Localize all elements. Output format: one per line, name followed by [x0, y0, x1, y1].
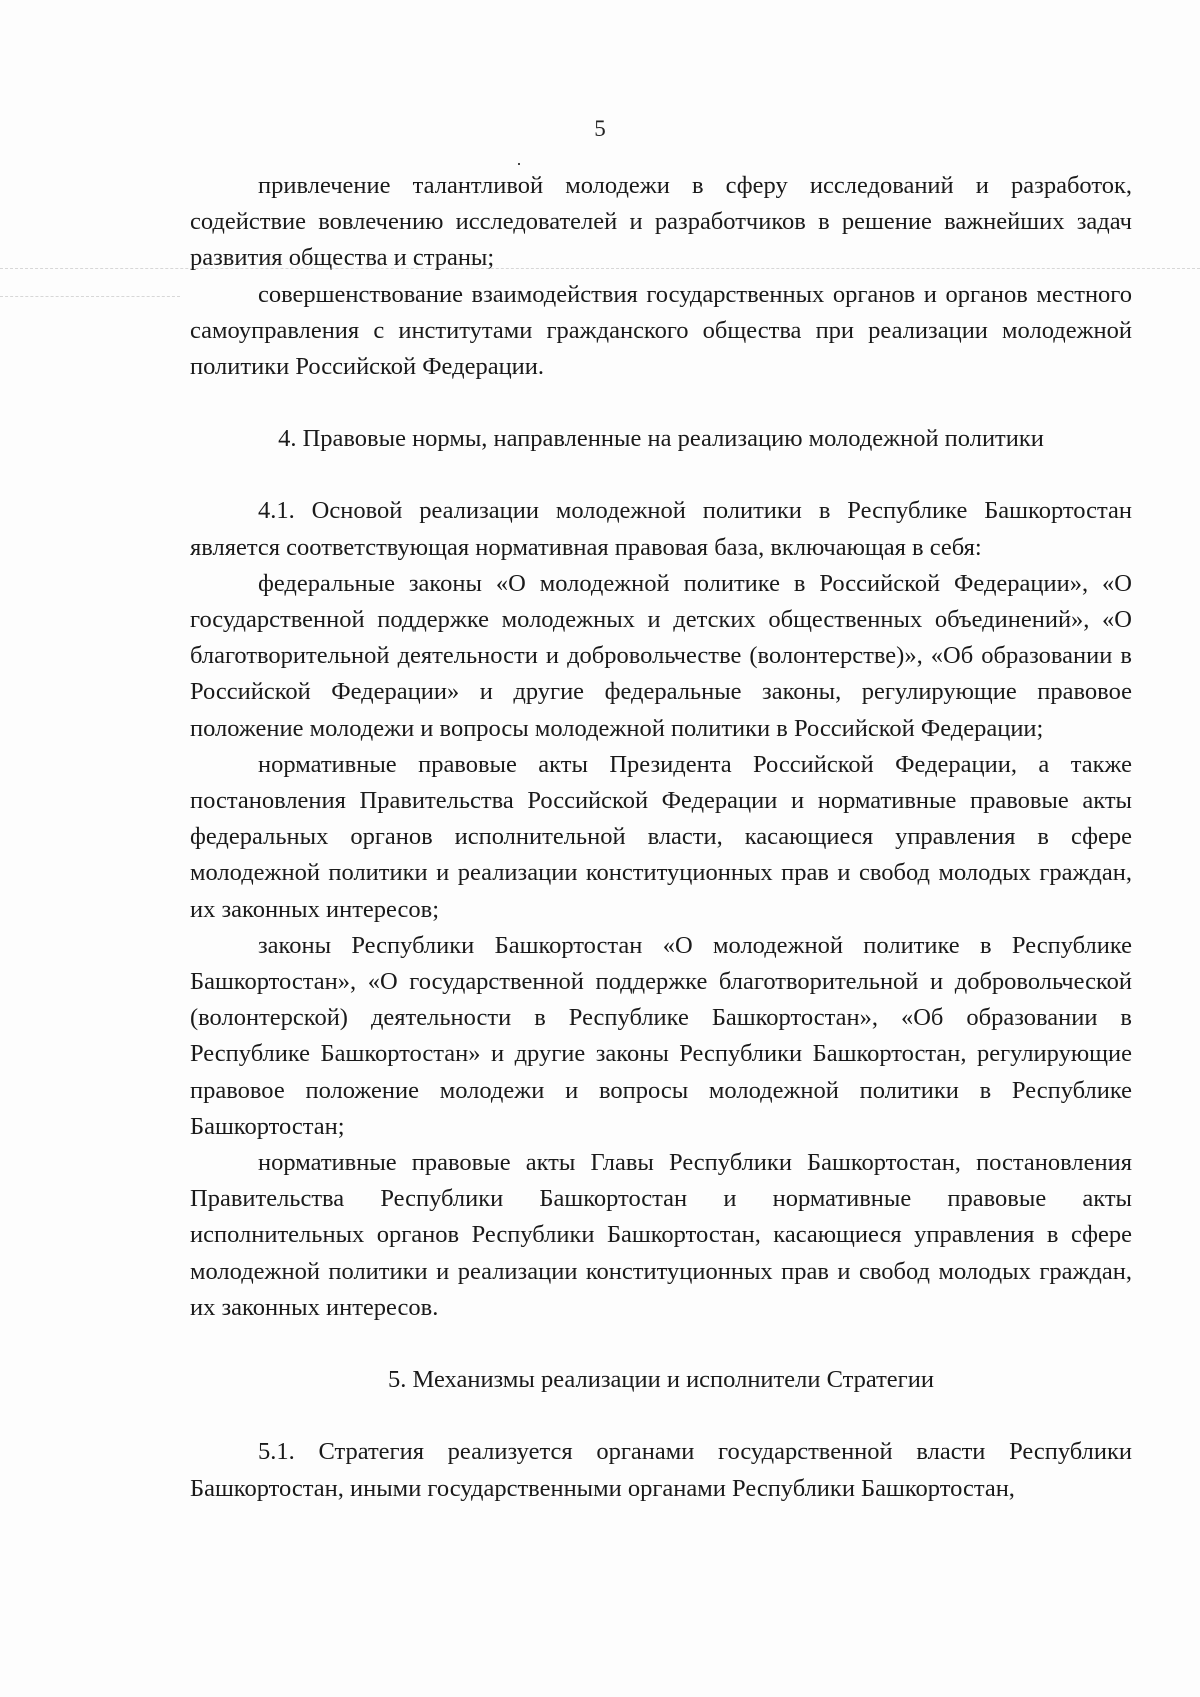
paragraph-president-acts: нормативные правовые акты Президента Российской Федерации, а также постановления Правительства Российской Федерации и нормативные правовые акты федеральных органов исполнительной власти, касающиеся управления в сфере молодежной политики и реализации конституционных прав и свобод молодых граждан, их законных интересов;	[190, 750, 1132, 923]
spacer	[190, 385, 1132, 421]
paragraph-interaction: совершенствование взаимодействия государственных органов и органов местного самоуправления с институтами гражданского общества при реализации молодежной политики Российской Федерации.	[190, 280, 1132, 381]
scan-artifact-dot	[518, 163, 520, 165]
paragraph-federal-laws: федеральные законы «О молодежной политике в Российской Федерации», «О государственной поддержке молодежных и детских общественных объединений», «О благотворительной деятельности и добровольчестве (волонтерстве)», «Об образовании в Российской Федерации» и другие федеральные законы, регулирующие правовое положение молодежи и вопросы молодежной политики в Российской Федерации;	[190, 569, 1132, 742]
section-heading-4: 4. Правовые нормы, направленные на реализацию молодежной политики	[278, 425, 1044, 453]
spacer	[190, 457, 1132, 493]
paragraph-4-1: 4.1. Основой реализации молодежной политики в Республике Башкортостан является соответствующая нормативная правовая база, включающая в себя:	[190, 497, 1132, 561]
scan-artifact-line-short	[0, 296, 180, 298]
paragraph-talented-youth: привлечение талантливой молодежи в сферу исследований и разработок, содействие вовлечению исследователей и разработчиков в решение важнейших задач развития общества и страны;	[190, 172, 1132, 272]
spacer	[190, 1398, 1132, 1434]
section-heading-5: 5. Механизмы реализации и исполнители Стратегии	[388, 1366, 934, 1394]
paragraph-republic-laws: законы Республики Башкортостан «О молодежной политике в Республике Башкортостан», «О государственной поддержке благотворительной и добровольческой (волонтерской) деятельности в Республике Башкортостан», «Об образовании в Республике Башкортостан» и другие законы Республики Башкортостан, регулирующие правовое положение молодежи и вопросы молодежной политики в Республике Башкортостан;	[190, 931, 1132, 1140]
paragraph-5-1: 5.1. Стратегия реализуется органами государственной власти Республики Башкортостан, иными государственными органами Республики Башкортостан,	[190, 1438, 1132, 1502]
page-number: 5	[594, 116, 606, 141]
spacer	[190, 1326, 1132, 1362]
paragraph-head-acts: нормативные правовые акты Главы Республики Башкортостан, постановления Правительства Республики Башкортостан и нормативные правовые акты исполнительных органов Республики Башкортостан, касающиеся управления в сфере молодежной политики и реализации конституционных прав и свобод молодых граждан, их законных интересов.	[190, 1149, 1132, 1321]
document-body	[190, 168, 1132, 1507]
